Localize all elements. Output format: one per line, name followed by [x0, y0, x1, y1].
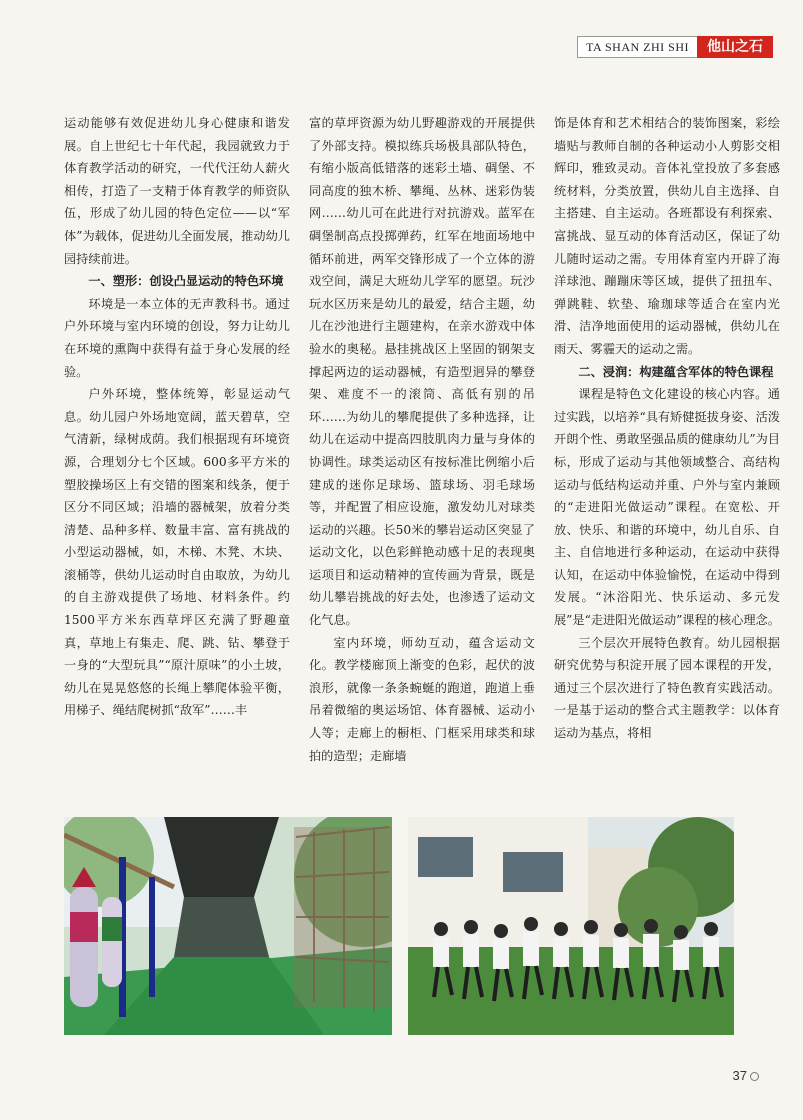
- page-number-text: 37: [732, 1068, 747, 1083]
- page-number: [733, 1068, 759, 1083]
- paragraph: 运动能够有效促进幼儿身心健康和谐发展。自上世纪七十年代起，我园就致力于体育教学活动的研究，一代代汪幼人薪火相传，打造了一支精于体育教学的师资队伍，形成了幼儿园的特色定位——以“军体”为载体，促进幼儿全面发展，推动幼儿园持续前进。: [64, 116, 290, 266]
- paragraph: 三个层次开展特色教育。幼儿园根据研究优势与积淀开展了园本课程的开发，通过三个层次进行了特色教育实践活动。一是基于运动的整合式主题教学：以体育运动为基点，将相: [554, 635, 780, 741]
- photo-outdoor-equipment-image: [64, 817, 392, 1035]
- paragraph: 课程是特色文化建设的核心内容。通过实践，以培养“具有矫健挺拔身姿、活泼开朗个性、勇敢坚强品质的健康幼儿”为目标，形成了运动与其他领域整合、高结构运动与低结构运动并重、户外与室内兼顾的“走进阳光做运动”课程。在宽松、开放、快乐、和谐的环境中，幼儿自乐、自主、自信地进行多种运动，在运动中获得认知，在运动中体验愉悦，在运动中得到发展。“沐浴阳光、快乐运动、多元发展”是“走进阳光做运动”课程的核心理念。: [554, 387, 780, 628]
- paragraph: 饰是体育和艺术相结合的装饰图案，彩绘墙贴与教师自制的各种运动小人剪影交相辉印，雅致灵动。音体礼堂投放了多套感统材料，分类放置，供幼儿自主选择、自主搭建、自主运动。各班都设有利探索、富挑战、显互动的体育活动区，保证了幼儿随时运动之需。专用体育室内开辟了海洋球池、蹦蹦床等区域，提供了扭扭车、弹跳鞋、软垫、瑜珈球等适合在室内光滑、洁净地面使用的运动器械，供幼儿在雨天、雾霾天的运动之需。: [554, 116, 780, 356]
- section-heading: 一、塑形：创设凸显运动的特色环境: [88, 274, 284, 289]
- photo-outdoor-equipment: [64, 817, 392, 1035]
- text-column-2: [309, 112, 535, 780]
- paragraph: 户外环境，整体统筹，彰显运动气息。幼儿园户外场地宽阔，蓝天碧草，空气清新，绿树成荫。我们根据现有环境资源，合理划分七个区域。600多平方米的塑胶操场区上有交错的图案和线条，便于区分不同区域；沿墙的器械架，放着分类清楚、品种多样、数量丰富、富有挑战的小型运动器械，如，木梯、木凳、木块、滚桶等，供幼儿运动时自由取放，为幼儿的自主游戏提供了场地、材料条件。约1500平方米东西草坪区充满了野趣童真，草地上有集走、爬、跳、钻、攀登于一身的“大型玩具”“原汁原味”的小土坡，幼儿在晃晃悠悠的长绳上攀爬体验平衡，用梯子、绳结爬树抓“敌军”……丰: [64, 387, 290, 718]
- page-circle-icon: [750, 1072, 759, 1081]
- section-heading: 二、浸润：构建蕴含军体的特色课程: [578, 364, 774, 379]
- section-pinyin: TA SHAN ZHI SHI: [577, 36, 697, 58]
- article-body: [64, 112, 780, 780]
- paragraph: 环境是一本立体的无声教科书。通过户外环境与室内环境的创设，努力让幼儿在环境的熏陶中获得有益于身心发展的经验。: [64, 296, 290, 379]
- photo-teachers-jumping-image: [408, 817, 734, 1035]
- text-column-1: [64, 112, 290, 780]
- photo-teachers-jumping: [408, 817, 734, 1035]
- paragraph: 富的草坪资源为幼儿野趣游戏的开展提供了外部支持。模拟练兵场极具部队特色，有缩小版高低错落的迷彩土墙、碉堡、不同高度的独木桥、攀绳、丛林、迷彩伪装网……幼儿可在此进行对抗游戏。蓝军在碉堡制高点投掷弹药，红军在地面场地中循环前进，两军交锋形成了一个立体的游戏空间，满足大班幼儿学军的愿望。玩沙玩水区历来是幼儿的最爱，结合主题，幼儿在沙池进行主题建构，在亲水游戏中体验水的奥秘。悬挂挑战区上坚固的钢架支撑起两边的运动器械，有造型迥异的攀登架、难度不一的滚筒、高低有别的吊环……为幼儿的攀爬提供了多种选择，让幼儿在运动中提高四肢肌肉力量与身体的协调性。球类运动区有按标准比例缩小后建成的迷你足球场、篮球场、羽毛球场等，并配置了相应设施，激发幼儿对球类运动的兴趣。长50米的攀岩运动区突显了运动文化，以色彩鲜艳动感十足的表现奥运项目和运动精神的宣传画为背景，既是幼儿攀岩挑战的好去处，也渗透了运动文化气息。: [309, 116, 535, 628]
- text-column-3: [554, 112, 780, 780]
- paragraph: 室内环境，师幼互动，蕴含运动文化。教学楼廊顶上渐变的色彩，起伏的波浪形，就像一条条蜿蜒的跑道，跑道上垂吊着微缩的奥运场馆、体育器械、运动小人等；走廊上的橱柜、门框采用球类和球拍的造型；走廊墙: [309, 635, 535, 763]
- section-header: [577, 36, 773, 58]
- section-title: 他山之石: [697, 36, 773, 58]
